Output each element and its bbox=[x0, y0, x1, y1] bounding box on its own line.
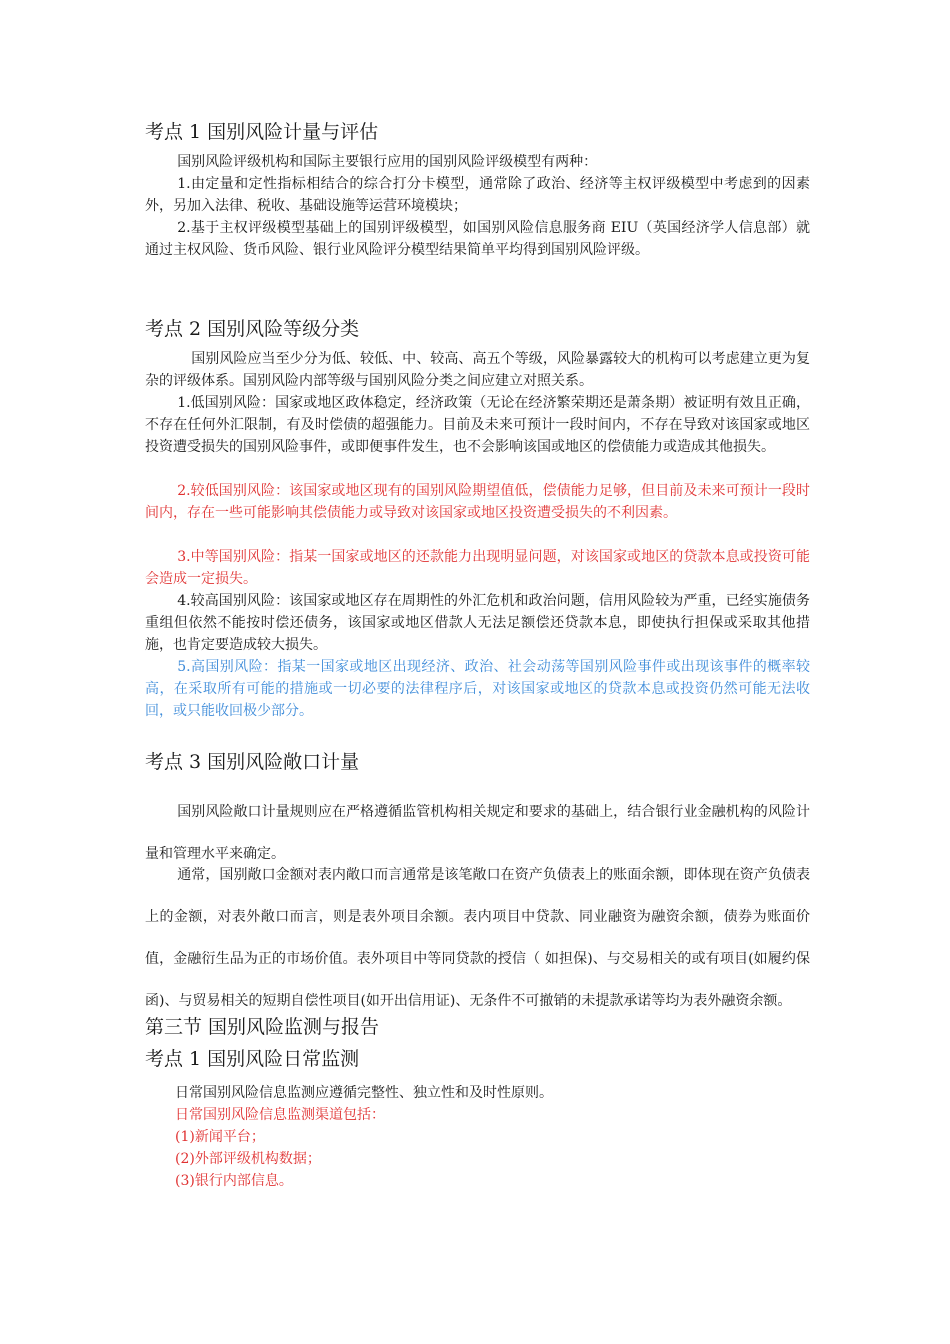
s2-item-2: 2.较低国别风险：该国家或地区现有的国别风险期望值低，偿债能力足够，但目前及未来可预计一段时间内，存在一些可能影响其偿债能力或导致对该国家或地区投资遭受损失的不利因素。 bbox=[145, 483, 810, 521]
channel-item: (1)新闻平台； bbox=[175, 1129, 265, 1145]
s1-item-1: 1.由定量和定性指标相结合的综合打分卡模型，通常除了政治、经济等主权评级模型中考虑到的因素外，另加入法律、税收、基础设施等运营环境模块； bbox=[145, 176, 810, 214]
s2-item-3: 3.中等国别风险：指某一国家或地区的还款能力出现明显问题，对该国家或地区的贷款本息或投资可能会造成一定损失。 bbox=[145, 549, 810, 587]
s1-item-2: 2.基于主权评级模型基础上的国别评级模型，如国别风险信息服务商 EIU（英国经济学人信息部）就通过主权风险、货币风险、银行业风险评分模型结果简单平均得到国别风险评级。 bbox=[145, 220, 810, 258]
s3-para-2: 通常，国别敞口金额对表内敞口而言通常是该笔敞口在资产负债表上的账面余额，即体现在资产负债表上的金额，对表外敞口而言，则是表外项目余额。表内项目中贷款、同业融资为融资余额，债券为账面价值，金融衍生品为正的市场价值。表外项目中等同贷款的授信（ 如担保)、与交易相关的或有项目(如履约保函)、与贸易相关的短期自偿性项目(如开出信用证)、无条件不可撤销的未提款承诺等均为表外融资余额。 bbox=[145, 867, 810, 1009]
s4-heading: 考点 1 国别风险日常监测 bbox=[145, 1048, 360, 1070]
section-title: 第三节 国别风险监测与报告 bbox=[145, 1016, 380, 1038]
s4-list bbox=[175, 1082, 553, 1192]
channels-title: 日常国别风险信息监测渠道包括： bbox=[175, 1107, 385, 1123]
s3-para-1: 国别风险敞口计量规则应在严格遵循监管机构相关规定和要求的基础上，结合银行业金融机构的风险计量和管理水平来确定。 bbox=[145, 804, 810, 862]
s4-intro: 日常国别风险信息监测应遵循完整性、独立性和及时性原则。 bbox=[175, 1085, 553, 1101]
s2-intro: 国别风险应当至少分为低、较低、中、较高、高五个等级，风险暴露较大的机构可以考虑建立更为复杂的评级体系。国别风险内部等级与国别风险分类之间应建立对照关系。 bbox=[145, 351, 810, 389]
s3-heading: 考点 3 国别风险敞口计量 bbox=[145, 751, 360, 773]
s2-item-1: 1.低国别风险：国家或地区政体稳定，经济政策（无论在经济繁荣期还是萧条期）被证明有效且正确，不存在任何外汇限制，有及时偿债的超强能力。目前及未来可预计一段时间内，不存在导致对该国家或地区投资遭受损失的国别风险事件，或即便事件发生，也不会影响该国或地区的偿债能力或造成其他损失。 bbox=[145, 395, 810, 455]
channel-item: (3)银行内部信息。 bbox=[175, 1173, 293, 1189]
s2-item-4: 4.较高国别风险：该国家或地区存在周期性的外汇危机和政治问题，信用风险较为严重，已经实施债务重组但依然不能按时偿还债务，该国家或地区借款人无法足额偿还贷款本息，即使执行担保或采取其他措施，也肯定要造成较大损失。 bbox=[145, 593, 810, 653]
s2-item-5: 5.高国别风险：指某一国家或地区出现经济、政治、社会动荡等国别风险事件或出现该事件的概率较高，在采取所有可能的措施或一切必要的法律程序后，对该国家或地区的贷款本息或投资仍然可能无法收回，或只能收回极少部分。 bbox=[145, 659, 810, 719]
channel-item: (2)外部评级机构数据； bbox=[175, 1151, 321, 1167]
s1-intro: 国别风险评级机构和国际主要银行应用的国别风险评级模型有两种： bbox=[177, 154, 598, 170]
s1-heading: 考点 1 国别风险计量与评估 bbox=[145, 121, 379, 143]
s2-heading: 考点 2 国别风险等级分类 bbox=[145, 318, 360, 340]
